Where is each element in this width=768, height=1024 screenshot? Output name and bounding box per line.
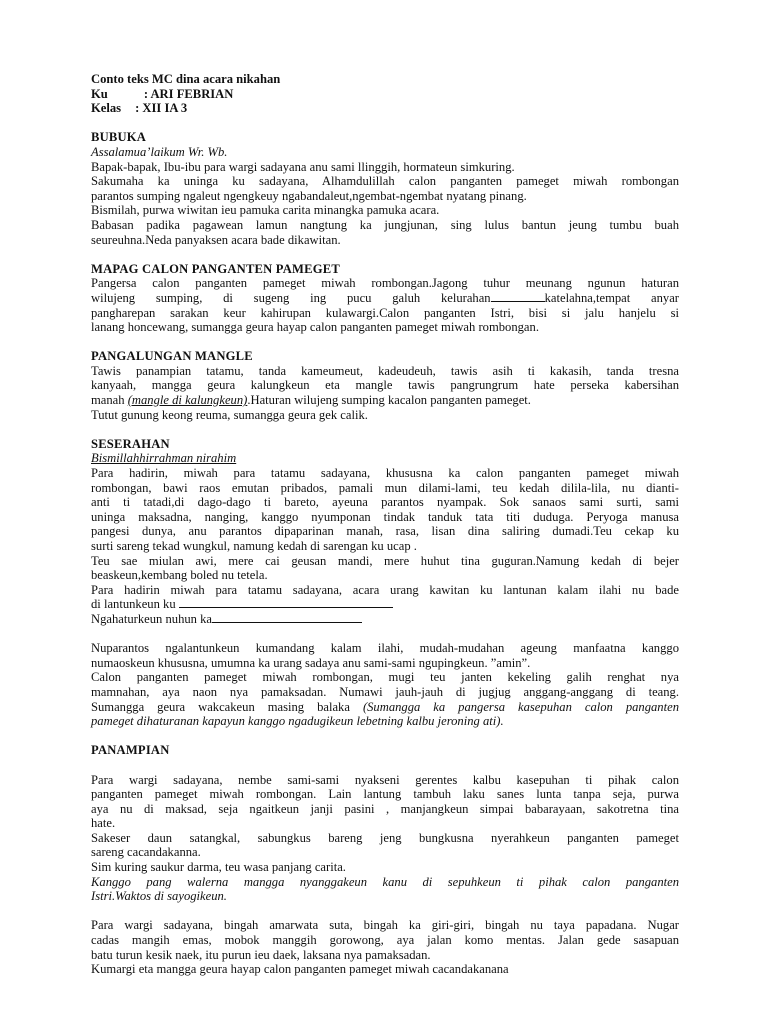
paragraph-line: beaskeun,kembang boled nu tetela.: [91, 568, 268, 583]
section-heading-mapag: MAPAG CALON PANGANTEN PAMEGET: [91, 261, 340, 276]
paragraph-line: Sakeser daun satangkal, sabungkus bareng jeng bungkusna nyerahkeun panganten pameget: [91, 830, 679, 845]
paragraph-line: Teu sae miulan awi, mere cai geusan mandi, mere huhut tina guguran.Namung kedah di bejer: [91, 553, 679, 568]
paragraph-line: Bismilah, purwa wiwitan ieu pamuka carita minangka pamuka acara.: [91, 203, 440, 218]
paragraph-line: seureuhna.Neda panyaksen acara bade dikawitan.: [91, 232, 341, 247]
paragraph-line: Babasan padika pagawean lamun nangtung ka jungjunan, sing lulus bantun jeung tumbu buah: [91, 217, 679, 232]
paragraph-line: manah (mangle di kalungkeun).Haturan wilujeng sumping kacalon panganten pameget.: [91, 393, 531, 408]
paragraph-line: Para wargi sadayana, nembe sami-sami nyakseni gerentes kalbu kasepuhan ti pihak calon: [91, 772, 679, 787]
paragraph-line: lanang honcewang, sumangga geura hayap calon panganten pameget miwah rombongan.: [91, 320, 539, 335]
paragraph-line: Para hadirin, miwah para tatamu sadayana, khususna ka calon panganten pameget miwah: [91, 466, 679, 481]
section-heading-bubuka: BUBUKA: [91, 130, 147, 145]
paragraph-line: pangesi dunya, anu parantos dipaparinan manah, rasa, lisan dina saliring dumadi.Teu cekap ku: [91, 524, 679, 539]
greeting: Assalamua’laikum Wr. Wb.: [91, 144, 228, 159]
fill-in-blank: [212, 612, 362, 623]
italic-note: (mangle di kalungkeun): [127, 393, 248, 408]
paragraph-line: hate.: [91, 816, 116, 831]
paragraph-line: Sim kuring saukur darma, teu wasa panjang carita.: [91, 860, 346, 875]
paragraph-line: Pangersa calon panganten pameget miwah rombongan.Jagong tuhur meunang ngunun haturan: [91, 276, 679, 291]
fill-in-blank: [491, 291, 545, 302]
paragraph-line: Tutut gunung keong reuma, sumangga geura gek calik.: [91, 407, 368, 422]
section-heading-pangalungan: PANGALUNGAN MANGLE: [91, 349, 253, 364]
paragraph-line: Ngahaturkeun nuhun ka: [91, 612, 679, 627]
paragraph-line: Bapak-bapak, Ibu-ibu para wargi sadayana anu sami llinggih, hormateun simkuring.: [91, 159, 515, 174]
paragraph-line: kanyaah, mangga geura kalungkeun eta mangle tawis pangrungrum hate perseka kabersihan: [91, 378, 679, 393]
paragraph-line: Para wargi sadayana, bingah amarwata suta, bingah ka giri-giri, bingah nu taya papadana. Nugar: [91, 918, 679, 933]
paragraph-line: Para hadirin miwah para tatamu sadayana, acara urang kawitan ku lantunan kalam ilahi nu bade: [91, 582, 679, 597]
paragraph-line: sareng cacandakanna.: [91, 845, 201, 860]
paragraph-line: numaoskeun khususna, umumna ka urang sadaya anu sami-sami ngupingkeun. ”amin”.: [91, 655, 531, 670]
paragraph-line: rombongan, bawi raos emutan pribados, pamali mun dilami-lami, teu kedah dilila-lila, nu dianti-: [91, 480, 679, 495]
paragraph-line: parantos sumping ngaleut ngengkeuy ngabandaleut,ngembat-ngembat nyatang pinang.: [91, 188, 527, 203]
class-line: Kelas : XII IA 3: [91, 101, 188, 116]
paragraph-line: aya nu di maksad, seja ngaitkeun janji pasini , manjangkeun simpai babarayaan, sakotretna tina: [91, 801, 679, 816]
paragraph-line: Kumargi eta mangga geura hayap calon panganten pameget miwah cacandakanana: [91, 962, 509, 977]
fill-in-blank: [179, 597, 393, 608]
section-heading-panampian: PANAMPIAN: [91, 743, 170, 758]
paragraph-line: uninga maksadna, nanging, kanggo nyumponan tindak tanduk tata titi duduga. Peryoga manusa: [91, 509, 679, 524]
paragraph-line: Sakumaha ka uninga ku sadayana, Alhamdulillah calon panganten pameget miwah rombongan: [91, 174, 679, 189]
paragraph-line: di lantunkeun ku: [91, 597, 679, 612]
document-content: [91, 72, 679, 977]
paragraph-line: wilujeng sumping, di sugeng ing pucu galuh kelurahan katelahna,tempat anyar: [91, 290, 680, 305]
paragraph-line: pangharepan sarakan keur kahirupan kulawargi.Calon panganten Istri, bisi si jalu hanjelu si: [91, 305, 679, 320]
italic-note: pameget dihaturanan kapayun kanggo ngadugikeun lebetning kalbu jeroning ati).: [91, 714, 504, 729]
paragraph-line: Calon panganten pameget miwah rombongan, mugi teu janten kekeling galih renghat nya: [91, 670, 679, 685]
paragraph-line: cadas mangih emas, mobok manggih gorowong, aya jalan komo mentas. Jalan gede sasapuan: [91, 933, 679, 948]
paragraph-line: panganten pameget miwah rombongan. Lain lantung tambuh laku sanes lunta tanpa seja, purwa: [91, 787, 679, 802]
italic-note: Istri.Waktos di sayogikeun.: [91, 889, 227, 904]
section-heading-seserahan: SESERAHAN: [91, 436, 170, 451]
paragraph-line: anti ti tatadi,di dago-dago ti bareto, ayeuna parantos nyampak. Sok sanaos sami surti, sami: [91, 495, 679, 510]
paragraph-line: batu turun kesik naek, itu purun ieu daek, laksana nya pamaksadan.: [91, 947, 431, 962]
italic-note: (Sumangga ka pangersa kasepuhan calon panganten: [362, 699, 679, 714]
paragraph-line: Sumangga geura wakcakeun masing balaka (Sumangga ka pangersa kasepuhan calon panganten: [91, 699, 679, 714]
name-line: Ku : ARI FEBRIAN: [91, 86, 234, 101]
document-title: Conto teks MC dina acara nikahan: [91, 72, 281, 86]
paragraph-line: Nuparantos ngalantunkeun kumandang kalam ilahi, mudah-mudahan ageung manfaatna kanggo: [91, 641, 679, 656]
paragraph-line: mamnahan, aya naon nya pamaksadan. Numawi jauh-jauh di jugjug anggang-anggang di teang.: [91, 684, 679, 699]
italic-note: Kanggo pang walerna mangga nyanggakeun kanu di sepuhkeun ti pihak calon panganten: [91, 874, 679, 889]
paragraph-line: surti sareng tekad wungkul, namung kedah di sarengan ku ucap .: [91, 539, 417, 553]
basmalah: Bismillahhirrahman nirahim: [91, 451, 237, 466]
paragraph-line: Tawis panampian tatamu, tanda kameumeut, kadeudeuh, tawis asih ti kakasih, tanda tresna: [91, 363, 679, 378]
